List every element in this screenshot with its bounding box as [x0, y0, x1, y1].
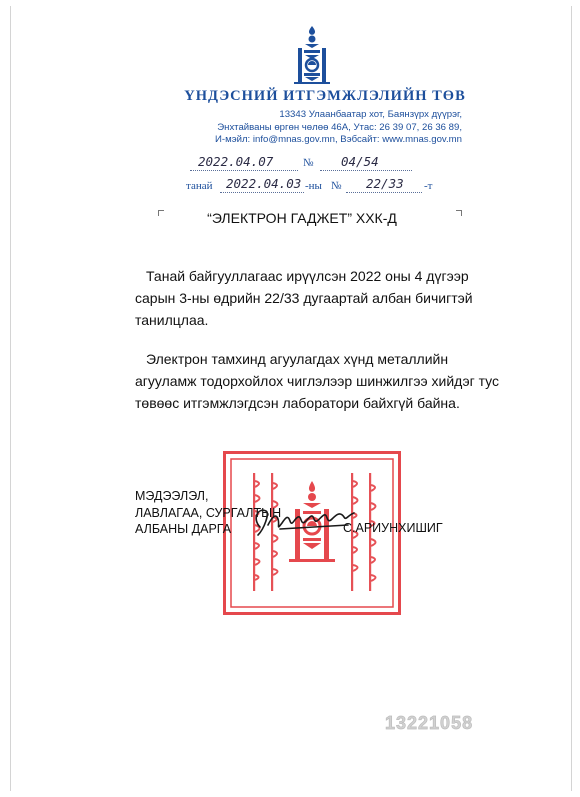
signatory-title-line: ЛАВЛАГАА, СУРГАЛТЫН	[135, 505, 282, 520]
paragraph-line: агууламж тодорхойлох чиглэлээр шинжилгээ хийдэг тус	[135, 373, 500, 389]
organization-address	[215, 109, 462, 147]
date-underline	[190, 170, 298, 171]
address-line: Энхтайваны өргөн чөлөө 46А, Утас: 26 39 07, 26 36 89,	[217, 121, 462, 133]
their-date: 2022.04.03	[226, 176, 302, 191]
organization-name: ҮНДЭСНИЙ ИТГЭМЖЛЭЛИЙН ТӨВ	[184, 88, 466, 104]
address-line: 13343 Улаанбаатар хот, Баянзүрх дүүрэг,	[279, 109, 462, 120]
body-paragraph-2	[135, 348, 500, 414]
address-line: И-мэйл: info@mnas.gov.mn, Вэбсайт: www.mnas.gov.mn	[215, 134, 462, 145]
their-number: 22/33	[366, 176, 404, 191]
outgoing-number: 04/54	[341, 154, 379, 169]
paragraph-line: сарын 3-ны өдрийн 22/33 дугаартай албан бичигтэй	[135, 290, 473, 306]
ny-label: -ны	[305, 180, 322, 192]
signatory-title-line: МЭДЭЭЛЭЛ,	[135, 489, 209, 503]
paragraph-line: төвөөс итгэмжлэгдсэн лаборатори байхгүй байна.	[135, 395, 460, 411]
signatory-name: С.АРИУНХИШИГ	[343, 521, 443, 535]
paragraph-line: танилцлаа.	[135, 312, 209, 328]
recipient: “ЭЛЕКТРОН ГАДЖЕТ” ХХК-Д	[207, 210, 397, 226]
their-number-label: №	[331, 180, 342, 192]
number-label: №	[303, 157, 314, 169]
signatory-title-line: АЛБАНЫ ДАРГА	[135, 522, 232, 536]
their-number-underline	[346, 192, 422, 193]
tanai-label: танай	[186, 180, 213, 192]
outgoing-date: 2022.04.07	[198, 154, 274, 169]
soyombo-emblem-icon	[294, 26, 330, 84]
t-suffix: -т	[424, 180, 433, 192]
paragraph-line: Танай байгууллагаас ирүүлсэн 2022 оны 4 дүгээр	[146, 268, 469, 284]
paragraph-line: Электрон тамхинд агуулагдах хүнд металлийн	[146, 351, 449, 367]
number-underline	[320, 170, 412, 171]
document-number: 13221058	[385, 713, 474, 733]
their-date-underline	[220, 192, 304, 193]
body-paragraph-1	[135, 265, 473, 331]
